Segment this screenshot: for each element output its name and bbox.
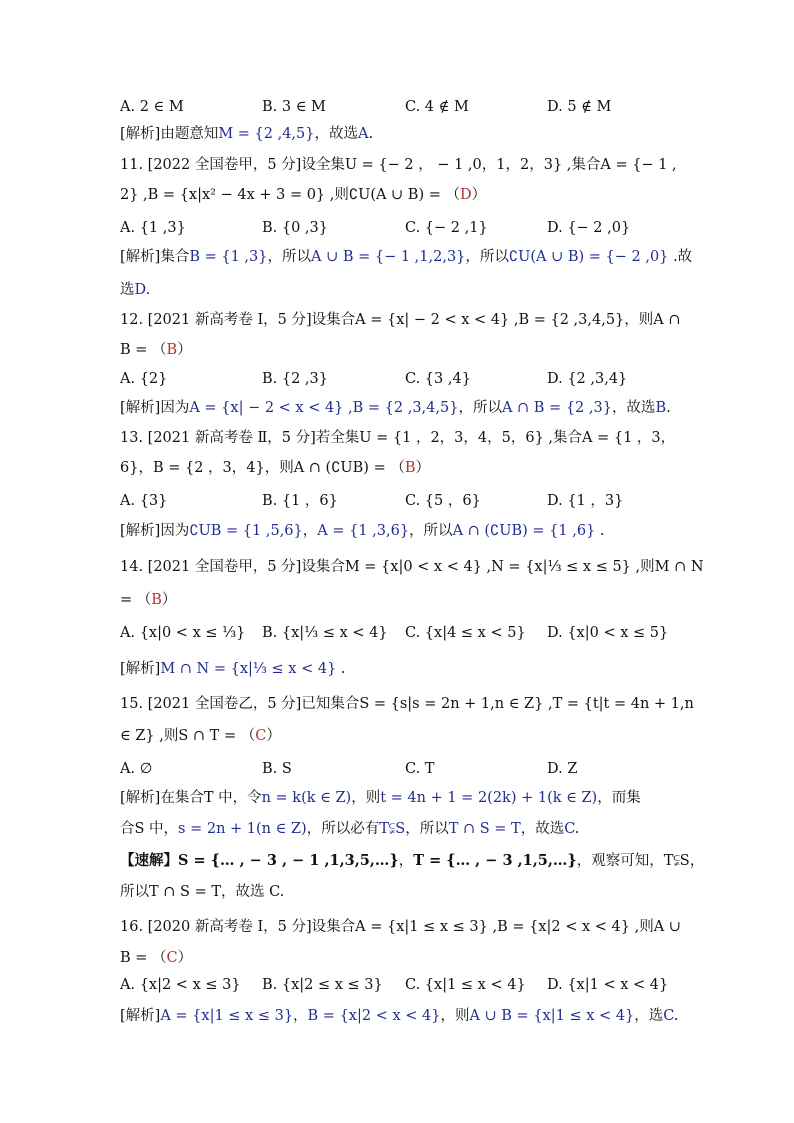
- text-segment: S = {… , − 3 , − 1 ,1,3,5,…}: [178, 852, 399, 869]
- math-expression: n = k(k ∈ Z): [261, 790, 352, 806]
- text-segment: .: [336, 661, 346, 677]
- text-segment: 合S 中，: [120, 821, 179, 837]
- text-segment: 6}，B = {2 ，3，4}，则A ∩ (∁UB) = （: [120, 460, 405, 476]
- text-segment: ）: [415, 460, 430, 476]
- text-segment: ，观察可知，T⫋S，: [576, 853, 705, 869]
- text-segment: [解析]: [120, 1008, 161, 1024]
- answer-letter: B: [151, 592, 162, 608]
- text-segment: [解析]在集合T 中，令: [120, 790, 262, 806]
- answer-options: [120, 490, 680, 512]
- text-segment: [解析]集合: [120, 249, 190, 265]
- text-segment: .故: [668, 249, 693, 265]
- math-expression: T⫋S: [379, 821, 406, 837]
- text-line: [120, 155, 677, 175]
- text-segment: ，: [293, 1008, 308, 1024]
- text-segment: ）: [177, 342, 192, 358]
- text-line: [120, 659, 346, 679]
- text-line: [120, 851, 704, 871]
- option-d: D. {x|0 < x ≤ 5}: [547, 625, 669, 641]
- text-line: [120, 340, 192, 360]
- text-line: [120, 590, 176, 610]
- text-segment: .: [595, 523, 605, 539]
- text-segment: [解析]因为: [120, 523, 190, 539]
- text-segment: ）: [266, 728, 281, 744]
- text-line: [120, 398, 671, 418]
- text-line: [120, 280, 150, 300]
- answer-options: [120, 217, 680, 239]
- text-segment: T = {… , − 3 ,1,5,…}: [413, 852, 577, 869]
- text-segment: [解析]: [120, 661, 161, 677]
- text-segment: ，选: [634, 1008, 664, 1024]
- answer-letter: B: [404, 460, 416, 476]
- text-segment: ，所以: [405, 821, 449, 837]
- math-expression: B: [655, 400, 667, 416]
- option-b: B. {2 ,3}: [262, 371, 328, 387]
- text-segment: ，故选: [314, 126, 358, 142]
- answer-letter: C: [255, 728, 267, 744]
- answer-options: [120, 96, 680, 118]
- text-line: [120, 557, 704, 577]
- text-line: [120, 726, 281, 746]
- option-d: D. {2 ,3,4}: [547, 371, 628, 387]
- text-segment: ，则: [440, 1008, 470, 1024]
- text-segment: 15. [2021 全国卷乙，5 分]已知集合S = {s|s = 2n + 1,n ∈ Z} ,T = {t|t = 4n + 1,n: [120, 696, 694, 712]
- text-line: [120, 819, 579, 839]
- option-c: C. {x|4 ≤ x < 5}: [405, 625, 526, 641]
- text-line: [120, 788, 641, 808]
- text-segment: ）: [161, 592, 177, 608]
- text-segment: .: [145, 282, 151, 298]
- text-segment: 所以T ∩ S = T，故选 C.: [120, 884, 285, 900]
- text-segment: ，所以: [267, 249, 311, 265]
- option-d: D. {1 ，3}: [547, 493, 624, 509]
- answer-letter: D: [460, 187, 472, 203]
- text-segment: ，所以必有: [306, 821, 380, 837]
- math-expression: A ∪ B = {x|1 ≤ x < 4}: [469, 1008, 635, 1024]
- answer-letter: B: [166, 342, 178, 358]
- option-c: C. T: [405, 761, 435, 777]
- answer-options: [120, 622, 680, 644]
- text-segment: = （: [120, 592, 152, 608]
- text-line: [120, 124, 373, 144]
- text-segment: 【速解】: [120, 852, 178, 869]
- option-b: B. {x|⅓ ≤ x < 4}: [262, 625, 388, 641]
- option-b: B. {1 ，6}: [262, 493, 338, 509]
- text-segment: 11. [2022 全国卷甲，5 分]设全集U = {− 2 ， − 1 ,0，1，2，3} ,集合A = {− 1 ,: [120, 157, 677, 173]
- text-segment: 16. [2020 新高考卷 Ⅰ，5 分]设集合A = {x|1 ≤ x ≤ 3} ,B = {x|2 < x < 4} ,则A ∪: [120, 919, 681, 935]
- text-segment: ，所以: [465, 249, 509, 265]
- text-segment: .: [368, 126, 374, 142]
- answer-options: [120, 758, 680, 780]
- option-a: A. 2 ∈ M: [120, 99, 184, 115]
- math-expression: T ∩ S = T: [448, 821, 521, 837]
- text-segment: ）: [177, 950, 193, 966]
- text-segment: ，故选: [611, 400, 656, 416]
- math-expression: A = {x| − 2 < x < 4} ,B = {2 ,3,4,5}: [189, 400, 459, 416]
- text-segment: .: [673, 1008, 679, 1024]
- text-segment: .: [574, 821, 580, 837]
- math-expression: A ∪ B = {− 1 ,1,2,3}: [310, 249, 466, 265]
- option-a: A. {2}: [120, 371, 168, 387]
- text-segment: ，故选: [520, 821, 565, 837]
- option-d: D. 5 ∉ M: [547, 99, 612, 115]
- text-segment: [解析]因为: [120, 400, 190, 416]
- math-expression: D: [134, 282, 146, 298]
- text-segment: ，所以: [409, 523, 453, 539]
- math-expression: A ∩ B = {2 ,3}: [501, 400, 612, 416]
- math-expression: A ∩ (∁UB) = {1 ,6}: [452, 523, 596, 539]
- text-line: [120, 521, 605, 541]
- option-d: D. Z: [547, 761, 578, 777]
- text-segment: [解析]由题意知: [120, 126, 219, 142]
- math-expression: A: [358, 126, 369, 142]
- option-b: B. S: [262, 761, 292, 777]
- text-segment: ，所以: [458, 400, 502, 416]
- text-line: [120, 948, 192, 968]
- text-segment: B = （: [120, 342, 167, 358]
- text-segment: 12. [2021 新高考卷 Ⅰ，5 分]设集合A = {x| − 2 < x < 4} ,B = {2 ,3,4,5}，则A ∩: [120, 312, 681, 328]
- text-segment: ∈ Z} ,则S ∩ T = （: [120, 728, 256, 744]
- text-segment: 13. [2021 新高考卷 Ⅱ，5 分]若全集U = {1 ，2，3，4，5，6} ,集合A = {1 ，3，: [120, 430, 676, 446]
- option-b: B. {x|2 ≤ x ≤ 3}: [262, 977, 383, 993]
- option-a: A. {x|0 < x ≤ ⅓}: [120, 625, 246, 641]
- math-expression: A = {x|1 ≤ x ≤ 3}: [160, 1008, 294, 1024]
- option-a: A. {x|2 < x ≤ 3}: [120, 977, 241, 993]
- text-segment: 2} ,B = {x|x² − 4x + 3 = 0} ,则∁U(A ∪ B) = （: [120, 187, 460, 203]
- text-line: [120, 882, 284, 902]
- text-line: [120, 458, 430, 478]
- option-b: B. 3 ∈ M: [262, 99, 326, 115]
- text-line: [120, 1006, 678, 1026]
- math-expression: A = {1 ,3,6}: [317, 523, 410, 539]
- option-d: D. {x|1 < x < 4}: [547, 977, 669, 993]
- answer-options: [120, 368, 680, 390]
- math-expression: t = 4n + 1 = 2(2k) + 1(k ∈ Z): [380, 790, 598, 806]
- text-segment: ）: [471, 187, 487, 203]
- option-c: C. {x|1 ≤ x < 4}: [405, 977, 526, 993]
- text-line: [120, 917, 681, 937]
- math-expression: B = {1 ,3}: [189, 249, 268, 265]
- math-expression: C: [663, 1008, 674, 1024]
- option-d: D. {− 2 ,0}: [547, 220, 631, 236]
- option-b: B. {0 ,3}: [262, 220, 328, 236]
- option-c: C. {3 ,4}: [405, 371, 471, 387]
- text-segment: 14. [2021 全国卷甲，5 分]设集合M = {x|0 < x < 4} ,N = {x|⅓ ≤ x ≤ 5} ,则M ∩ N: [120, 559, 704, 575]
- math-expression: ∁UB = {1 ,5,6}: [189, 523, 303, 539]
- text-segment: .: [666, 400, 671, 416]
- math-expression: s = 2n + 1(n ∈ Z): [178, 821, 307, 837]
- math-expression: C: [564, 821, 575, 837]
- math-expression: B = {x|2 < x < 4}: [307, 1008, 441, 1024]
- option-c: C. 4 ∉ M: [405, 99, 469, 115]
- text-segment: ，则: [351, 790, 381, 806]
- text-line: [120, 185, 486, 205]
- option-c: C. {5 ，6}: [405, 493, 481, 509]
- option-a: A. ∅: [120, 761, 153, 777]
- text-segment: ，而集: [597, 790, 641, 806]
- math-expression: M ∩ N = {x|⅓ ≤ x < 4}: [160, 661, 337, 677]
- text-segment: 选: [120, 282, 135, 298]
- text-line: [120, 247, 692, 267]
- option-c: C. {− 2 ,1}: [405, 220, 488, 236]
- answer-options: [120, 974, 680, 996]
- math-expression: M = {2 ,4,5}: [218, 126, 315, 142]
- text-segment: ，: [302, 523, 318, 539]
- option-a: A. {3}: [120, 493, 168, 509]
- math-expression: ∁U(A ∪ B) = {− 2 ,0}: [508, 249, 669, 265]
- text-segment: ，: [398, 853, 414, 869]
- option-a: A. {1 ,3}: [120, 220, 186, 236]
- text-line: [120, 310, 681, 330]
- text-line: [120, 694, 694, 714]
- text-segment: B = （: [120, 950, 167, 966]
- text-line: [120, 428, 675, 448]
- answer-letter: C: [166, 950, 178, 966]
